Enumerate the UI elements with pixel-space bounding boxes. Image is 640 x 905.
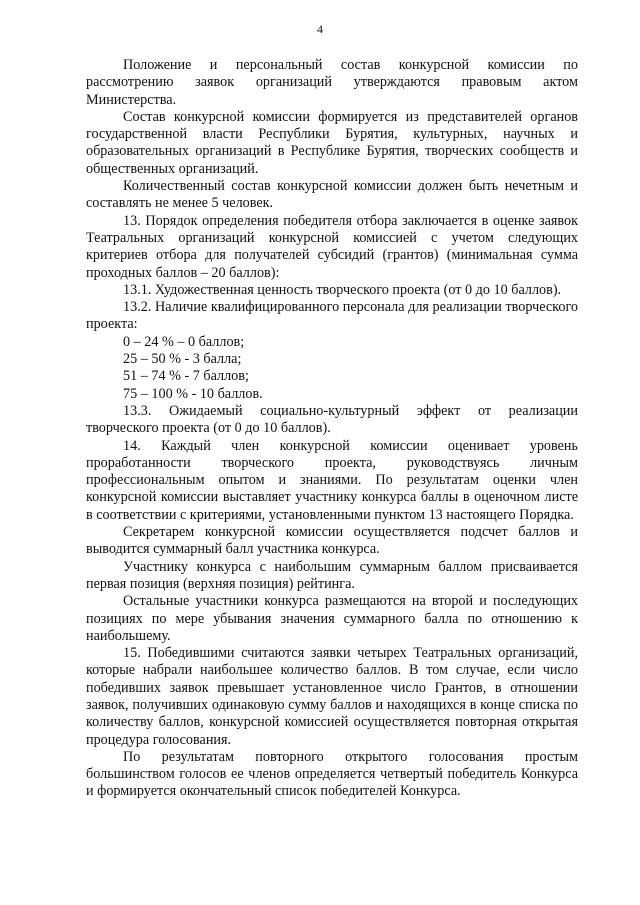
list-item-score-7: 51 – 74 % - 7 баллов; (123, 368, 249, 385)
paragraph-criterion-13-1: 13.1. Художественная ценность творческого проекта (от 0 до 10 баллов). (123, 281, 562, 298)
paragraph-first-position: Участнику конкурса с наибольшим суммарным баллом присваивается первая позиция (верхняя позиция) рейтинга. (86, 558, 578, 592)
paragraph-other-positions: Остальные участники конкурса размещаются на второй и последующих позициях по мере убывания значения суммарного балла по отношению к наибольшему. (86, 593, 578, 644)
paragraph-commission-approval: Положение и персональный состав конкурсной комиссии по рассмотрению заявок организаций утверждаются правовым актом Министерства. (86, 57, 578, 108)
page-number: 4 (317, 22, 323, 36)
list-item-score-0: 0 – 24 % – 0 баллов; (123, 333, 245, 350)
paragraph-section-13: 13. Порядок определения победителя отбора заключается в оценке заявок Театральных организаций конкурсной комиссией с учетом следующих критериев отбора для получателей субсидий (грантов) (минимальная сумма проходных баллов – 20 баллов): (86, 212, 578, 281)
list-item-score-3: 25 – 50 % - 3 балла; (123, 351, 242, 368)
paragraph-criterion-13-3: 13.3. Ожидаемый социально-культурный эффект от реализации творческого проекта (от 0 до 10 баллов). (86, 402, 578, 437)
list-item-score-10: 75 – 100 % - 10 баллов. (123, 385, 263, 402)
paragraph-criterion-13-2: 13.2. Наличие квалифицированного персонала для реализации творческого проекта: (86, 299, 578, 333)
paragraph-secretary: Секретарем конкурсной комиссии осуществляется подсчет баллов и выводится суммарный балл участника конкурса. (86, 524, 578, 558)
paragraph-commission-size: Количественный состав конкурсной комиссии должен быть нечетным и составлять не менее 5 человек. (86, 178, 578, 212)
paragraph-commission-composition: Состав конкурсной комиссии формируется из представителей органов государственной власти Республики Бурятия, культурных, научных и образовательных организаций в Республике Бурятия, творческих сообществ и общественных организаций. (86, 108, 578, 177)
paragraph-section-14: 14. Каждый член конкурсной комиссии оценивает уровень проработанности творческого проекта, руководствуясь личным профессиональным опытом и знаниями. По результатам оценки член конкурсной комиссии выставляет участнику конкурса баллы в оценочном листе в соответствии с критериями, установленными пунктом 13 настоящего Порядка. (86, 437, 578, 523)
paragraph-final-list: По результатам повторного открытого голосования простым большинством голосов ее членов определяется четвертый победитель Конкурса и формируется окончательный список победителей Конкурса. (86, 748, 578, 800)
paragraph-section-15: 15. Победившими считаются заявки четырех Театральных организаций, которые набрали наибольшее количество баллов. В том случае, если число победивших заявок превышает установленное число Грантов, в отношении заявок, получивших одинаковую сумму баллов и находящихся в конце списка по количеству баллов, конкурсной комиссией осуществляется повторная открытая процедура голосования. (86, 645, 578, 748)
